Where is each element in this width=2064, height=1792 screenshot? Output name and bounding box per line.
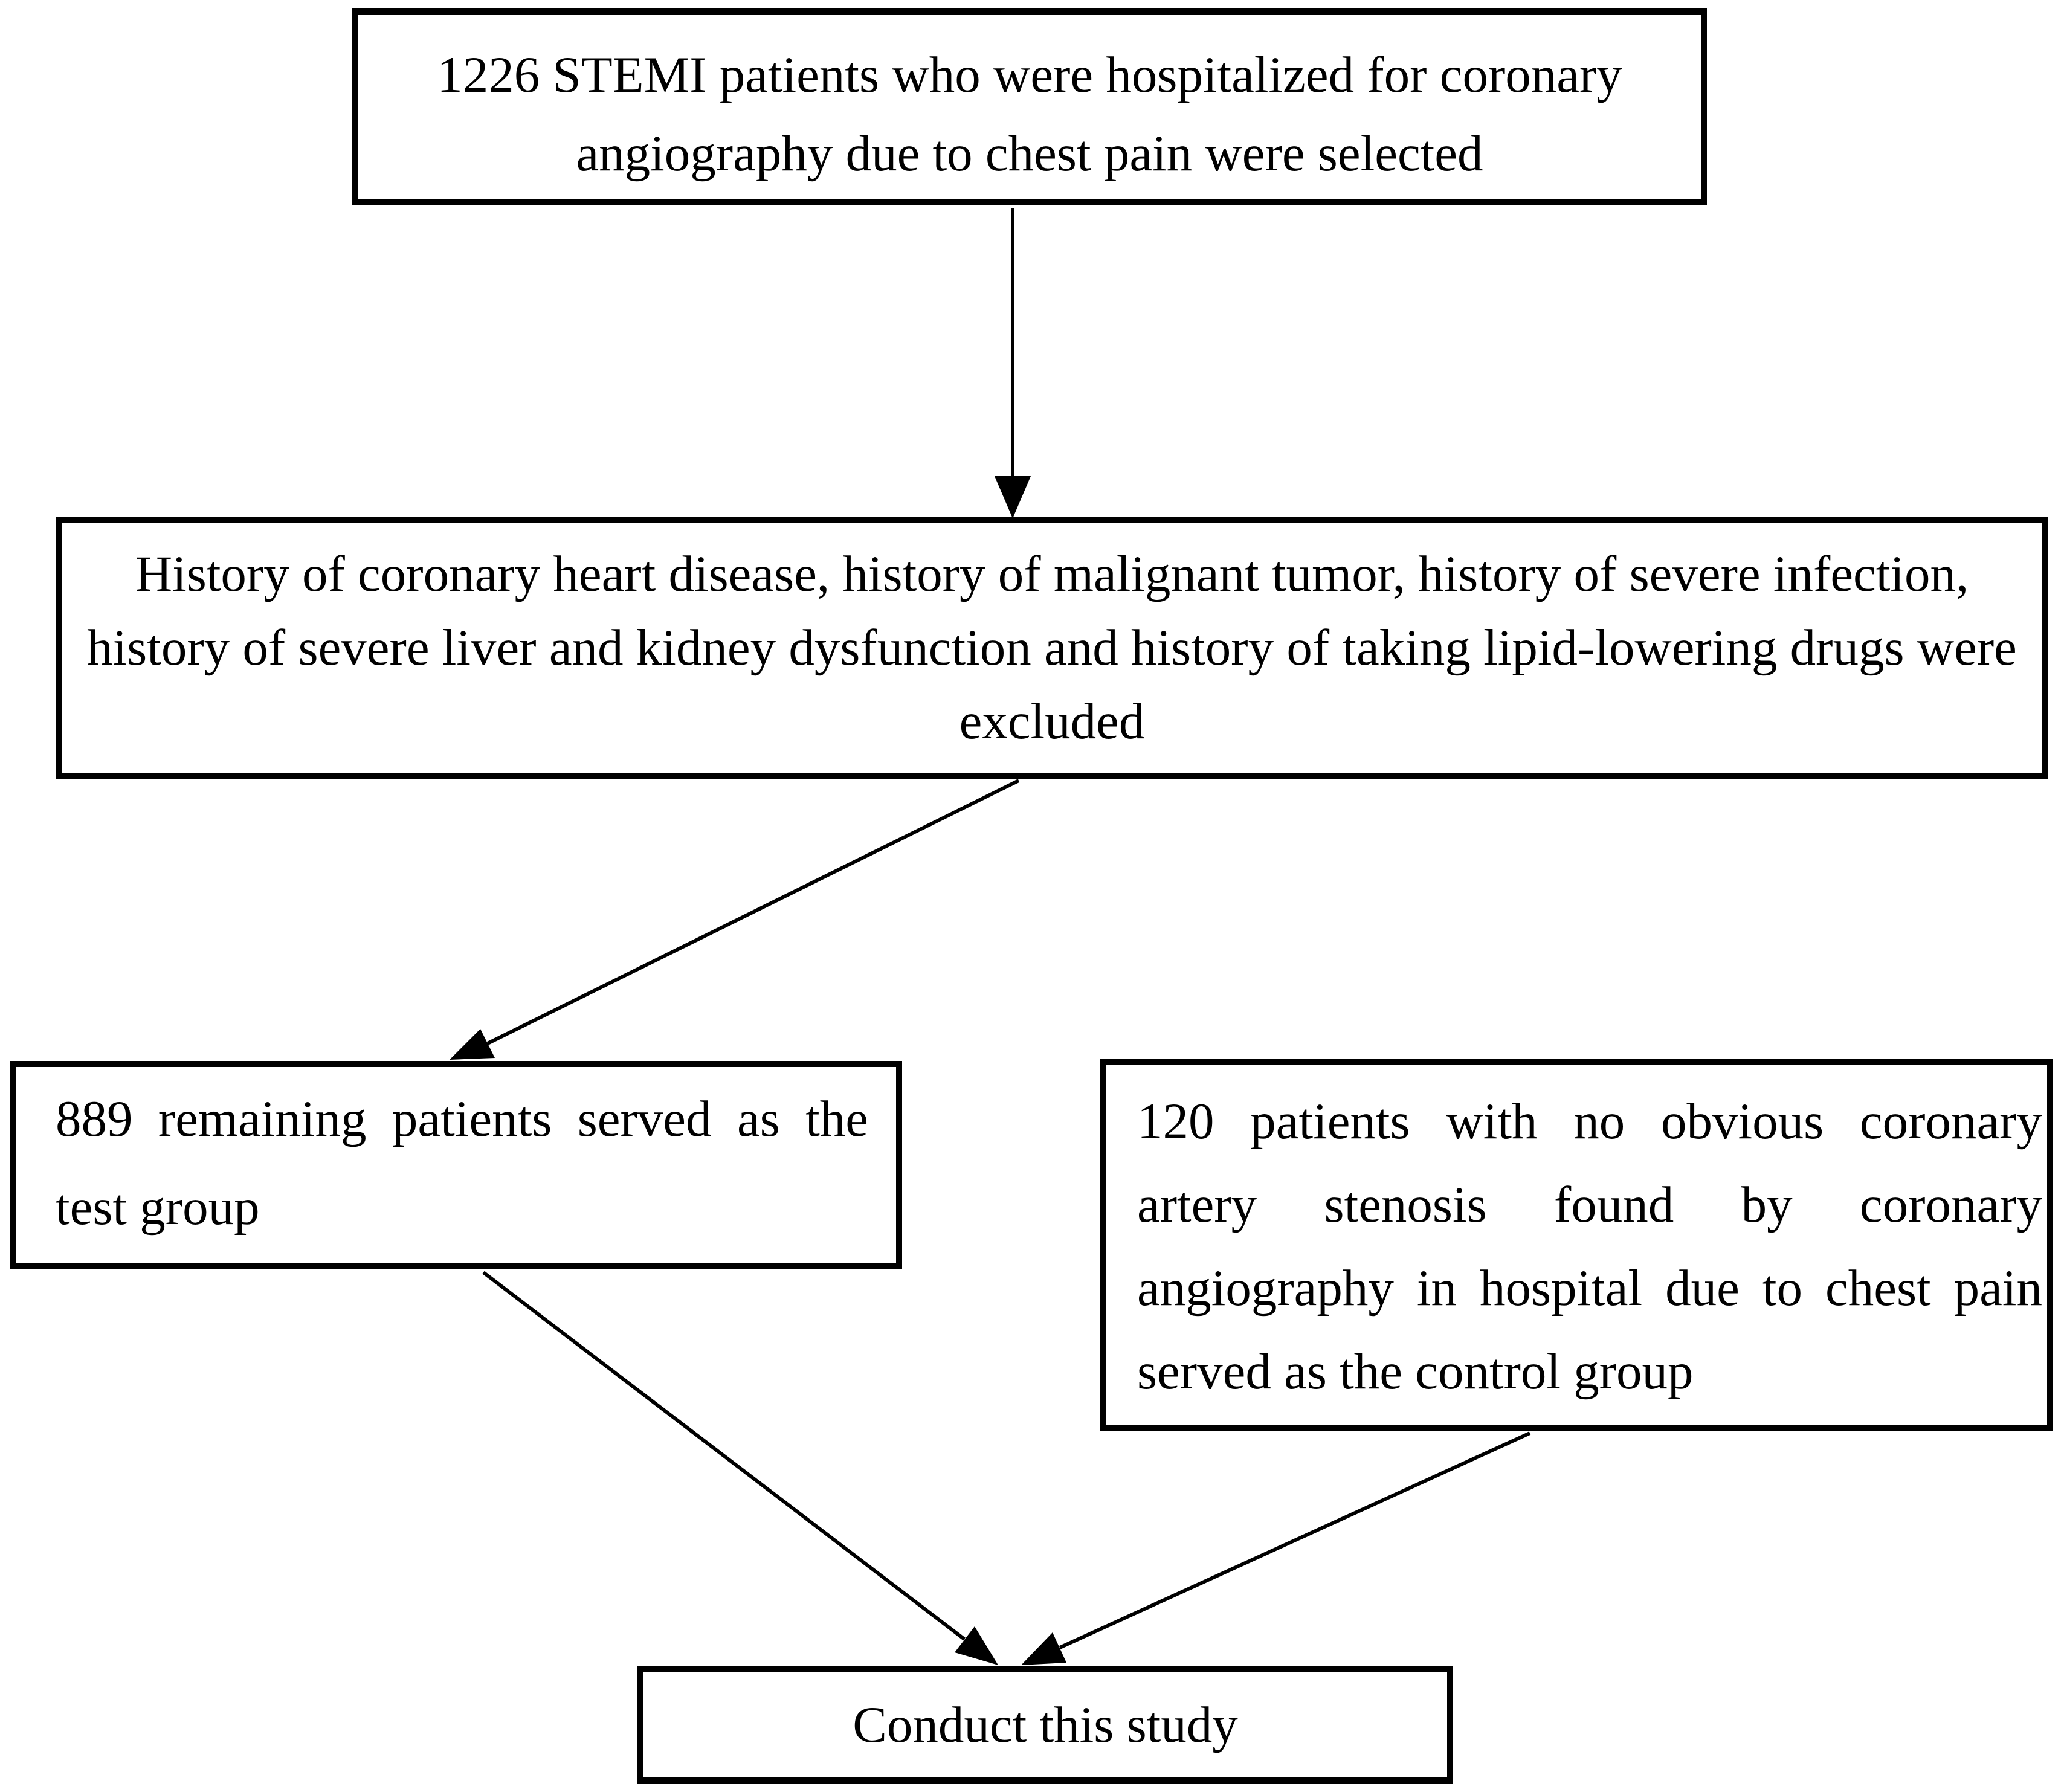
text-line: artery stenosis found by coronary bbox=[1137, 1176, 2042, 1233]
text-line: 120 patients with no obvious coronary bbox=[1137, 1093, 2042, 1150]
arrow-head bbox=[955, 1626, 998, 1665]
text-line: Conduct this study bbox=[853, 1697, 1238, 1753]
flowchart-box-control-group bbox=[1100, 1059, 2053, 1431]
arrow-box1-to-box2 bbox=[995, 208, 1031, 518]
flowchart-box-test-group bbox=[10, 1061, 902, 1269]
text-line: 889 remaining patients served as the bbox=[56, 1091, 868, 1147]
flowchart-box-selected-patients bbox=[352, 8, 1707, 205]
arrow-shaft bbox=[488, 781, 1019, 1043]
text-line: angiography in hospital due to chest pain bbox=[1137, 1260, 2042, 1317]
arrow-shaft bbox=[1060, 1433, 1530, 1648]
arrow-head bbox=[1021, 1632, 1066, 1665]
text-line: angiography due to chest pain were selected bbox=[576, 125, 1483, 182]
text-line: test group bbox=[56, 1179, 260, 1236]
text-line: History of coronary heart disease, history of malignant tumor, history of severe infection, bbox=[135, 546, 1969, 602]
text-line: 1226 STEMI patients who were hospitalized for coronary bbox=[437, 47, 1622, 103]
text-line: excluded bbox=[959, 693, 1145, 750]
arrow-head bbox=[450, 1029, 495, 1060]
flowchart-box-conduct-study bbox=[637, 1666, 1453, 1784]
arrow-head bbox=[995, 476, 1031, 518]
arrow-box2-to-box3 bbox=[450, 781, 1019, 1060]
text-line: history of severe liver and kidney dysfunction and history of taking lipid-lowering drugs were bbox=[87, 619, 2017, 676]
text-line: served as the control group bbox=[1137, 1343, 1694, 1400]
flowchart-box-exclusion-criteria bbox=[56, 517, 2048, 779]
arrow-box4-to-box5 bbox=[1021, 1433, 1530, 1665]
arrow-box3-to-box5 bbox=[483, 1272, 998, 1665]
arrow-shaft bbox=[483, 1272, 964, 1639]
